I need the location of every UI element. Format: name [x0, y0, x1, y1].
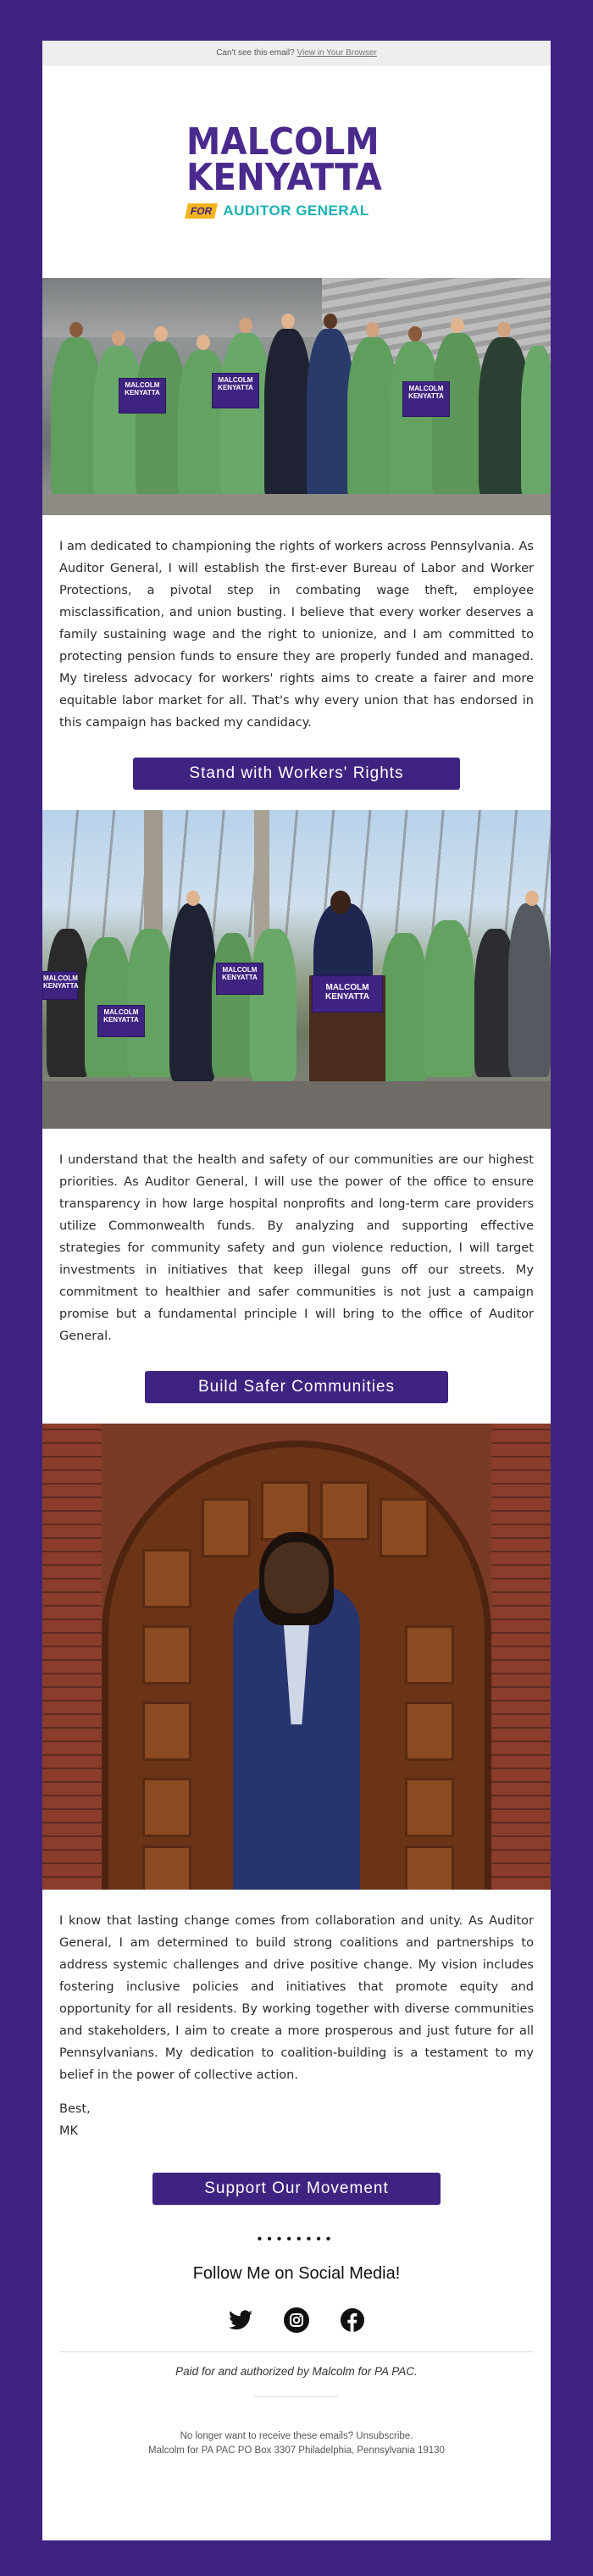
campaign-logo	[42, 66, 551, 278]
campaign-sign: MALCOLM KENYATTA	[97, 1005, 145, 1037]
short-divider	[254, 2396, 339, 2397]
stand-with-workers-button[interactable]: Stand with Workers' Rights	[133, 758, 460, 790]
facebook-icon[interactable]	[340, 2307, 365, 2333]
section-workers-text: I am dedicated to championing the rights of workers across Pennsylvania. As Auditor General, I will establish the first-ever Bureau of Labor and Worker Protections, a pivotal step in combating wage theft, employee misclassification, and union busting. I believe that every worker deserves a family sustaining wage and the right to unionize, and I am committed to protecting pension funds to ensure they are properly funded and managed. My tireless advocacy for workers' rights aims to create a fairer and more equitable labor market for all. That's why every union that has endorsed in this campaign has backed my candidacy.	[59, 540, 534, 730]
preheader	[42, 41, 551, 66]
mailing-address: Malcolm for PA PAC PO Box 3307 Philadelphia, Pennsylvania 19130	[148, 2446, 445, 2456]
footer	[42, 2429, 551, 2458]
podium-sign: MALCOLM KENYATTA	[312, 975, 383, 1013]
signoff-closing: Best,	[59, 2102, 91, 2116]
paid-for-disclaimer: Paid for and authorized by Malcolm for PA PAC.	[175, 2365, 418, 2378]
instagram-icon[interactable]	[284, 2307, 309, 2333]
email-container	[42, 41, 551, 2540]
photo-union-rally	[42, 278, 551, 515]
photo-podium-rally	[42, 810, 551, 1129]
logo-first-name: MALCOLM	[186, 120, 380, 164]
campaign-sign: MALCOLM KENYATTA	[42, 971, 78, 1000]
support-movement-button[interactable]: Support Our Movement	[152, 2173, 441, 2205]
signoff	[42, 2086, 551, 2142]
photo-portrait-door	[42, 1424, 551, 1890]
signoff-initials: MK	[59, 2124, 79, 2138]
campaign-sign: MALCOLM KENYATTA	[119, 378, 166, 414]
preheader-text: Can't see this email?	[216, 48, 295, 58]
section-safety-text: I understand that the health and safety of our communities are our highest priorities. As Auditor General, I will use the power of the office to ensure transparency in how large hospital nonprofits and long-term care providers utilize Commonwealth funds. By analyzing and supporting effective strategies for community safety and gun violence reduction, I will target investments in initiatives that keep illegal guns off our streets. My commitment to healthier and safer communities is not just a campaign promise but a fundamental principle I will bring to the office of Auditor General.	[59, 1153, 534, 1343]
section-coalition-text: I know that lasting change comes from collaboration and unity. As Auditor General, I am determined to build strong coalitions and partnerships to address systemic challenges and drive positive change. My vision includes fostering inclusive policies and initiatives that promote equity and opportunity for all residents. By working together with diverse communities and stakeholders, I aim to create a more prosperous and just future for all Pennsylvanians. My dedication to coalition-building is a testament to my belief in the power of collective action.	[59, 1914, 534, 2082]
dots-divider: ••••••••	[257, 2232, 336, 2246]
unsubscribe-link[interactable]: No longer want to receive these emails? Unsubscribe.	[180, 2431, 413, 2441]
logo-for-tag: FOR	[185, 203, 218, 219]
twitter-icon[interactable]	[228, 2307, 253, 2333]
logo-last-name: KENYATTA	[186, 156, 382, 199]
view-in-browser-link[interactable]: View in Your Browser	[296, 48, 377, 58]
campaign-sign: MALCOLM KENYATTA	[216, 963, 263, 995]
social-links	[42, 2307, 551, 2333]
campaign-sign: MALCOLM KENYATTA	[212, 373, 259, 408]
social-title: Follow Me on Social Media!	[192, 2264, 401, 2283]
campaign-sign: MALCOLM KENYATTA	[402, 381, 450, 417]
build-safer-communities-button[interactable]: Build Safer Communities	[145, 1371, 448, 1403]
footer-divider	[59, 2351, 534, 2352]
logo-office: AUDITOR GENERAL	[223, 203, 369, 219]
